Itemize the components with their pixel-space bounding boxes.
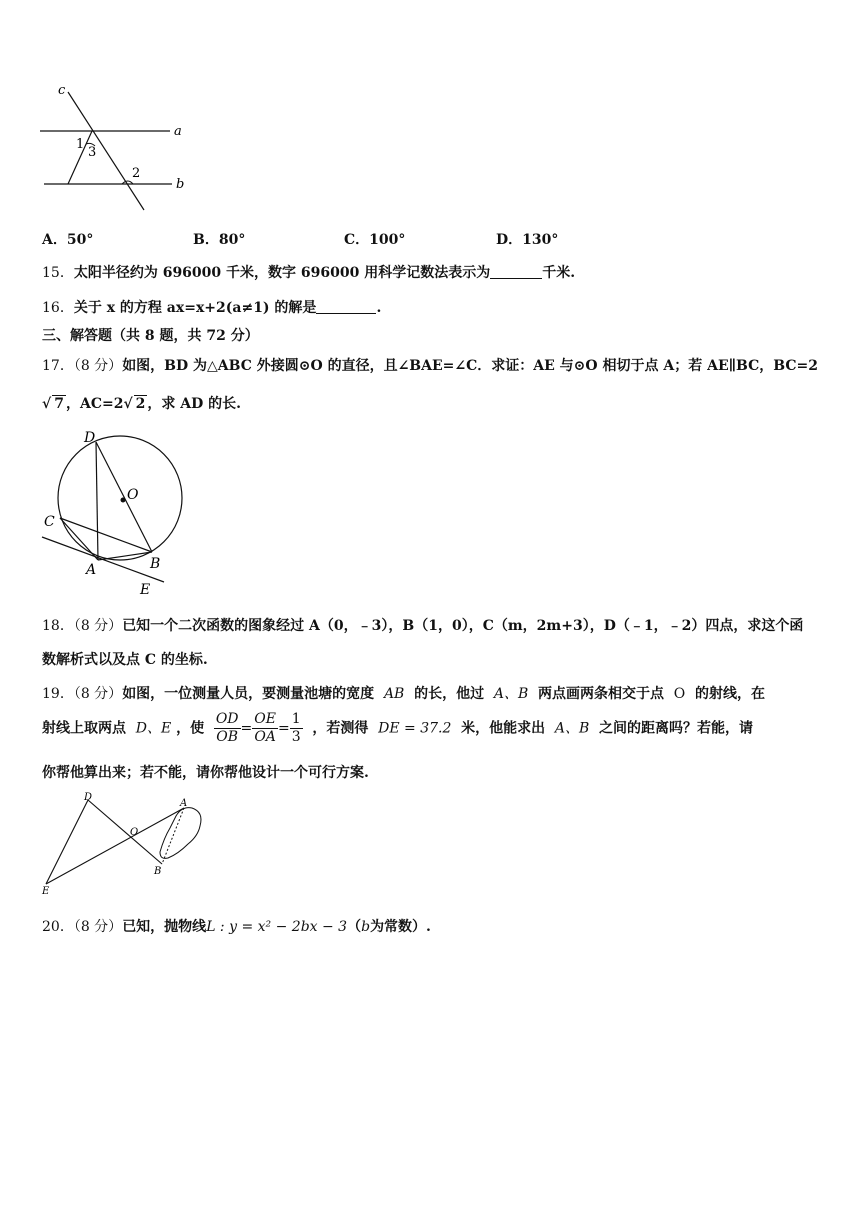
label-a: A [86,562,97,578]
section-title: 三、解答题（共 8 题，共 72 分） [42,328,259,344]
text: 如图，一位测量人员，要测量池塘的宽度 [122,686,375,702]
math-a-b: A、B [493,686,529,702]
label-1: 1 [76,137,85,152]
question-18 [42,615,803,635]
label-b: B [150,556,161,572]
option-b: B．80° [193,232,246,248]
text: ，使 [176,720,205,737]
question-score: （8 分） [73,686,123,702]
label-d: D [84,430,96,446]
text: 米，他能求出 [461,720,546,737]
sqrt-2: 2 [135,396,146,412]
math-o: O [673,686,686,702]
question-text: 关于 x 的方程 ax=x+2(a≠1) 的解是 [73,300,317,316]
pond-outline [160,808,201,859]
circle-o [58,436,182,560]
center-point [121,498,126,503]
sqrt-7: 7 [54,396,64,412]
question-number: 15． [42,265,74,281]
sqrt-symbol: √ [123,396,133,412]
fraction-od-ob: $\frac{OD}{OB}$ [215,711,239,745]
label-a: A [180,798,188,809]
text: 两点画两条相交于点 [538,686,664,702]
parabola-formula: L : y = x² − 2bx − 3 [206,919,348,935]
circle-figure [36,428,196,598]
question-number: 20． [42,919,74,935]
question-text-end: . [376,300,382,316]
answer-blank [316,299,376,314]
option-d: D．130° [496,232,559,248]
question-text: 已知一个二次函数的图象经过 A（0，﹣3），B（1，0），C（m，2m+3），D（﹣1，﹣2）四点，求这个函 [122,618,804,634]
label-o: O [130,827,139,838]
question-19-line3 [42,762,369,782]
question-19 [42,683,765,703]
label-3: 3 [88,145,97,160]
pond-figure [38,788,208,900]
math-b: b [361,919,371,935]
text: （ [347,919,362,935]
label-b: B [154,866,162,877]
question-score: （8 分） [73,618,123,634]
math-d-e: D、E [135,720,172,737]
question-number: 19． [42,686,74,702]
fraction-1-3: $\frac{1}{3}$ [291,711,301,745]
segment-ab [98,552,152,560]
label-a: a [174,124,182,139]
question-15 [42,262,575,282]
text: 为常数）. [370,919,431,935]
line-ae [42,537,164,582]
parallel-lines-figure [36,82,196,216]
text: 射线上取两点 [42,720,126,737]
question-text: 太阳半径约为 696000 千米，数字 696000 用科学记数法表示为 [73,265,491,281]
segment-ea [46,808,184,884]
label-d: D [84,792,93,803]
math-ab: AB [383,686,405,702]
label-c: c [58,83,66,98]
sqrt-symbol: √ [42,396,52,412]
label-e: E [42,886,50,897]
text: 之间的距离吗？若能，请 [599,720,754,737]
question-text-end: 千米. [542,265,576,281]
question-text: 你帮他算出来；若不能，请你帮他设计一个可行方案. [42,765,369,781]
option-a: A．50° [42,232,94,248]
equals: = [277,720,290,737]
answer-blank [490,264,542,279]
segment-cb [60,518,152,552]
math-a-b: A、B [554,720,590,737]
question-16 [42,297,381,317]
question-text: 数解析式以及点 C 的坐标. [42,652,208,668]
question-17-line2 [42,393,241,413]
label-e: E [140,582,151,598]
text: ，若测得 [312,720,369,737]
question-17 [42,355,818,375]
text: ，求 AD 的长. [147,396,242,412]
segment-ca [60,518,98,560]
question-score: （8 分） [73,919,123,935]
equals: = [240,720,253,737]
question-text: 如图，BD 为△ABC 外接圆⊙O 的直径，且∠BAE=∠C．求证：AE 与⊙O 相切于点 A；若 AE∥BC，BC=2 [122,358,818,374]
segment-da [96,442,98,560]
option-c: C．100° [344,232,406,248]
question-number: 16． [42,300,74,316]
label-o: O [127,487,139,503]
segment-bd [96,442,152,552]
label-c: C [44,514,55,530]
question-19-line2 [42,711,753,746]
question-score: （8 分） [73,358,123,374]
question-number: 18． [42,618,74,634]
text: ，AC=2 [65,396,124,412]
fraction-oe-oa: $\frac{OE}{OA}$ [254,711,276,745]
math-de-value: DE = 37.2 [378,720,452,737]
text: 已知，抛物线 [122,919,207,935]
label-2: 2 [132,166,141,181]
text: 的射线，在 [694,686,765,702]
segment-de [46,800,88,884]
label-b: b [176,177,185,192]
question-18-line2 [42,649,208,669]
text: 的长，他过 [414,686,485,702]
question-20 [42,916,431,936]
question-number: 17． [42,358,74,374]
